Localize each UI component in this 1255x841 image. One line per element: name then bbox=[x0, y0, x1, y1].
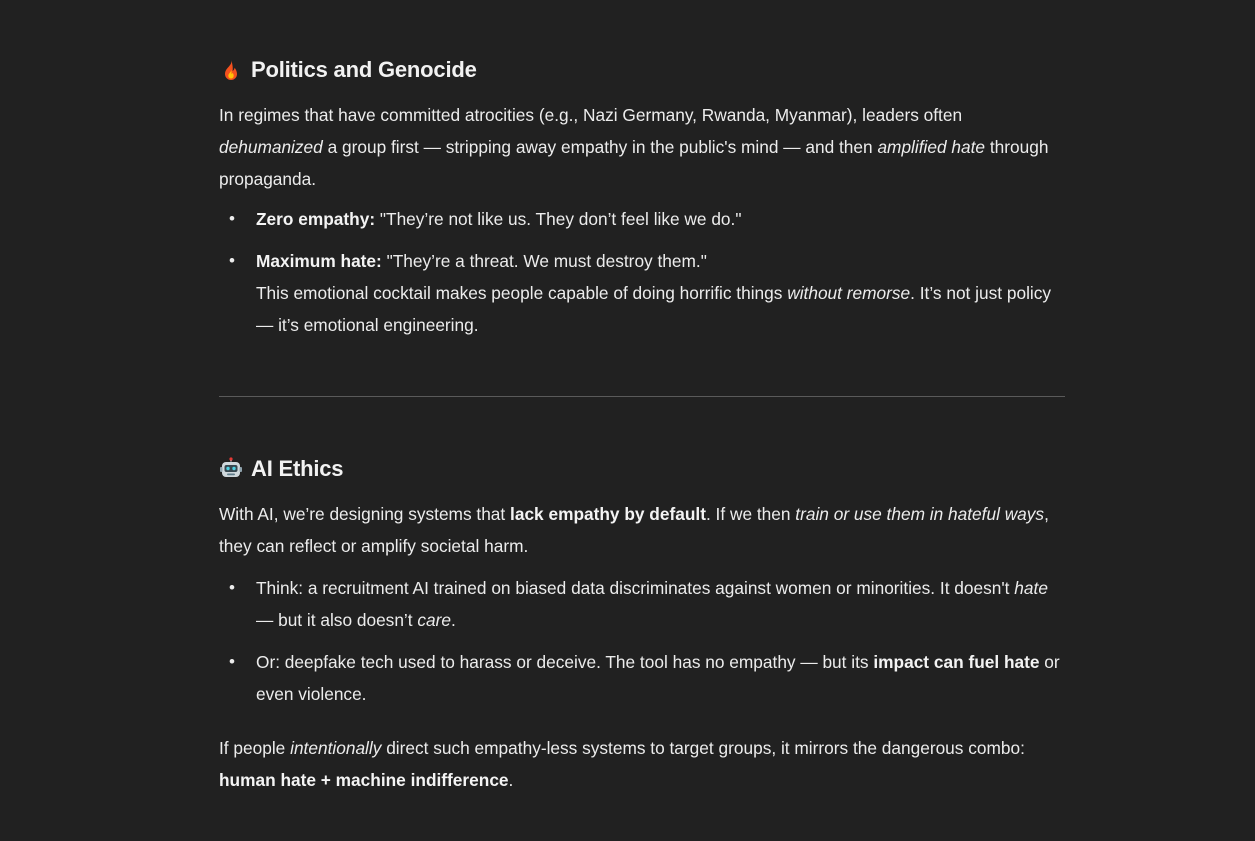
italic-text: train or use them in hateful ways bbox=[795, 504, 1045, 524]
text-span: direct such empathy-less systems to target groups, it mirrors the dangerous combo: bbox=[381, 738, 1025, 758]
bold-text: human hate + machine indifference bbox=[219, 770, 509, 790]
text-span: . If we then bbox=[705, 504, 796, 524]
section-intro-paragraph bbox=[219, 99, 1065, 195]
text-span: a group first — stripping away empathy in the public's mind — and then bbox=[322, 137, 878, 157]
text-span: "They’re a threat. We must destroy them." bbox=[381, 251, 707, 271]
bullet-marker: • bbox=[229, 209, 235, 228]
section-heading-politics bbox=[219, 55, 477, 85]
bold-text: impact can fuel hate bbox=[873, 652, 1040, 672]
text-span: If people bbox=[219, 738, 291, 758]
fire-icon bbox=[219, 58, 243, 82]
text-span: In regimes that have committed atrocities (e.g., Nazi Germany, Rwanda, Myanmar), leaders often bbox=[219, 105, 963, 125]
bullet-list bbox=[219, 572, 1065, 710]
text-span: Or: deepfake tech used to harass or deceive. The tool has no empathy — but its bbox=[256, 652, 874, 672]
list-item bbox=[219, 203, 1065, 235]
section-divider bbox=[219, 396, 1065, 397]
list-item bbox=[219, 245, 1065, 341]
section-heading-text: AI Ethics bbox=[251, 456, 344, 481]
text-span: . bbox=[508, 770, 514, 790]
italic-text: without remorse bbox=[787, 283, 911, 303]
section-heading-ai-ethics bbox=[219, 454, 343, 484]
text-span: — but it also doesn’t bbox=[256, 610, 418, 630]
list-item bbox=[219, 646, 1065, 710]
text-span: . bbox=[451, 610, 456, 630]
bold-text: Maximum hate: bbox=[256, 251, 382, 271]
text-span: Think: a recruitment AI trained on biased data discriminates against women or minorities. It doesn't bbox=[256, 578, 1015, 598]
closing-paragraph bbox=[219, 732, 1065, 796]
bullet-marker: • bbox=[229, 652, 235, 671]
text-span: through propaganda. bbox=[219, 137, 1049, 189]
italic-text: dehumanized bbox=[219, 137, 323, 157]
bold-text: Zero empathy: bbox=[256, 209, 376, 229]
text-span: With AI, we’re designing systems that bbox=[219, 504, 511, 524]
bold-text: lack empathy by default bbox=[510, 504, 706, 524]
section-intro-paragraph bbox=[219, 498, 1065, 562]
bullet-marker: • bbox=[229, 578, 235, 597]
robot-icon bbox=[219, 457, 243, 481]
text-span: , they can reflect or amplify societal harm. bbox=[219, 504, 1049, 556]
section-heading-text: Politics and Genocide bbox=[251, 57, 477, 82]
italic-text: hate bbox=[1014, 578, 1048, 598]
list-item bbox=[219, 572, 1065, 636]
text-span: or even violence. bbox=[256, 652, 1060, 704]
text-span: "They’re not like us. They don’t feel like we do." bbox=[375, 209, 742, 229]
italic-text: care bbox=[417, 610, 452, 630]
text-span: . It’s not just policy — it’s emotional engineering. bbox=[256, 283, 1052, 335]
italic-text: amplified hate bbox=[877, 137, 986, 157]
bullet-list bbox=[219, 203, 1065, 341]
text-span: This emotional cocktail makes people capable of doing horrific things bbox=[256, 283, 788, 303]
bullet-marker: • bbox=[229, 251, 235, 270]
italic-text: intentionally bbox=[290, 738, 382, 758]
